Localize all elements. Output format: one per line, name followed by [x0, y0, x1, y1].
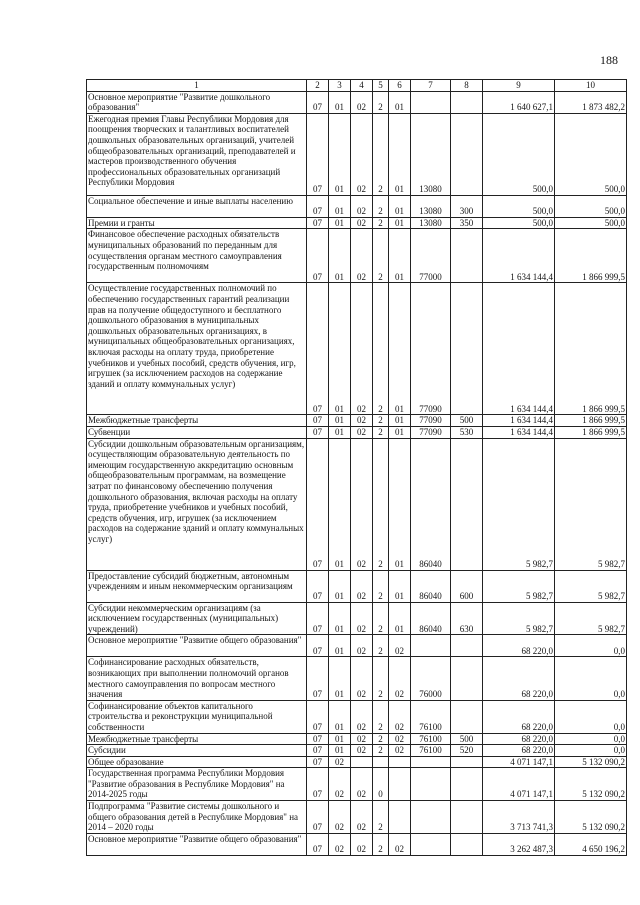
amount-year-2: 0,0 [555, 733, 627, 745]
code-razdel: 07 [307, 768, 329, 801]
table-row [87, 657, 627, 700]
code-event: 01 [389, 113, 411, 195]
code-razdel: 07 [307, 415, 329, 427]
code-podrazdel: 02 [329, 833, 351, 855]
code-razdel: 07 [307, 570, 329, 602]
code-direction [411, 768, 451, 801]
amount-year-2: 5 982,7 [555, 570, 627, 602]
code-subprogram: 2 [373, 91, 389, 113]
code-expense-type [451, 833, 483, 855]
row-name: Социальное обеспечение и иные выплаты населению [87, 195, 307, 217]
code-subprogram: 2 [373, 570, 389, 602]
code-subprogram: 2 [373, 426, 389, 438]
amount-year-1: 1 640 627,1 [483, 91, 555, 113]
code-subprogram: 2 [373, 283, 389, 415]
code-subprogram: 2 [373, 801, 389, 834]
code-direction: 77000 [411, 229, 451, 283]
row-name: Субсидии дошкольным образовательным организациям, осуществляющим образовательную деятельность по имеющим государственную аккредитацию основным общеобразовательным программам, на возмещение затрат по финансовому обеспечению получения дошкольного образования, включая расходы на оплату труда, приобретение учебников и учебных пособий, средств обучения, игр, игрушек (за исключением расходов на содержание зданий и оплату коммунальных услуг) [87, 438, 307, 570]
header-cell: 6 [389, 80, 411, 92]
code-subprogram: 2 [373, 833, 389, 855]
table-row [87, 745, 627, 757]
code-razdel: 07 [307, 635, 329, 657]
table-row [87, 768, 627, 801]
code-direction: 13080 [411, 113, 451, 195]
amount-year-2: 1 873 482,2 [555, 91, 627, 113]
row-name: Софинансирование объектов капитального строительства и реконструкции муниципальной собственности [87, 700, 307, 733]
row-name: Субсидии [87, 745, 307, 757]
table-row [87, 426, 627, 438]
amount-year-2: 1 866 999,5 [555, 229, 627, 283]
code-direction: 13080 [411, 217, 451, 229]
code-expense-type [451, 700, 483, 733]
code-expense-type: 500 [451, 415, 483, 427]
table-row [87, 113, 627, 195]
code-razdel: 07 [307, 426, 329, 438]
code-direction [411, 91, 451, 113]
code-event: 01 [389, 217, 411, 229]
amount-year-1: 68 220,0 [483, 733, 555, 745]
amount-year-1: 68 220,0 [483, 635, 555, 657]
code-expense-type: 630 [451, 602, 483, 635]
row-name: Подпрограмма "Развитие системы дошкольного и общего образования детей в Республике Мордовия" на 2014 – 2020 годы [87, 801, 307, 834]
row-name: Межбюджетные трансферты [87, 415, 307, 427]
row-name: Основное мероприятие "Развитие общего образования" [87, 635, 307, 657]
code-subprogram: 2 [373, 195, 389, 217]
row-name: Осуществление государственных полномочий по обеспечению государственных гарантий реализации прав на получение общедоступного и бесплатного дошкольного образования в муниципальных дошкольных образовательных организациях, в муниципальных общеобразовательных организациях, включая расходы на оплату труда, приобретение учебников и учебных пособий, средств обучения, игр, игрушек (за исключением расходов на содержание зданий и оплату коммунальных услуг) [87, 283, 307, 415]
amount-year-2: 4 650 196,2 [555, 833, 627, 855]
code-program: 02 [351, 768, 373, 801]
code-subprogram: 2 [373, 745, 389, 757]
header-cell: 8 [451, 80, 483, 92]
amount-year-2: 5 132 090,2 [555, 768, 627, 801]
code-event: 01 [389, 229, 411, 283]
header-cell: 9 [483, 80, 555, 92]
code-razdel: 07 [307, 229, 329, 283]
code-expense-type: 520 [451, 745, 483, 757]
code-podrazdel: 01 [329, 570, 351, 602]
code-program: 02 [351, 602, 373, 635]
code-podrazdel: 02 [329, 801, 351, 834]
amount-year-1: 500,0 [483, 217, 555, 229]
code-program: 02 [351, 113, 373, 195]
table-row [87, 229, 627, 283]
amount-year-1: 68 220,0 [483, 657, 555, 700]
code-direction [411, 756, 451, 768]
code-direction: 86040 [411, 438, 451, 570]
code-event: 02 [389, 745, 411, 757]
code-program: 02 [351, 283, 373, 415]
row-name: Софинансирование расходных обязательств, возникающих при выполнении полномочий органов местного самоуправления по вопросам местного значения [87, 657, 307, 700]
row-name: Основное мероприятие "Развитие дошкольного образования" [87, 91, 307, 113]
amount-year-1: 500,0 [483, 113, 555, 195]
amount-year-1: 4 071 147,1 [483, 768, 555, 801]
code-expense-type [451, 657, 483, 700]
row-name: Основное мероприятие "Развитие общего образования" [87, 833, 307, 855]
code-podrazdel: 01 [329, 700, 351, 733]
table-row [87, 91, 627, 113]
code-podrazdel: 01 [329, 602, 351, 635]
code-program: 02 [351, 570, 373, 602]
code-subprogram [373, 756, 389, 768]
row-name: Предоставление субсидий бюджетным, автономным учреждениям и иным некоммерческим организациям [87, 570, 307, 602]
code-podrazdel: 02 [329, 768, 351, 801]
code-direction: 86040 [411, 570, 451, 602]
amount-year-1: 1 634 144,4 [483, 426, 555, 438]
table-row [87, 283, 627, 415]
header-cell: 7 [411, 80, 451, 92]
code-razdel: 07 [307, 745, 329, 757]
amount-year-1: 1 634 144,4 [483, 415, 555, 427]
code-direction: 76100 [411, 733, 451, 745]
amount-year-1: 5 982,7 [483, 438, 555, 570]
code-podrazdel: 02 [329, 756, 351, 768]
code-razdel: 07 [307, 91, 329, 113]
table-row [87, 733, 627, 745]
code-direction: 86040 [411, 602, 451, 635]
code-podrazdel: 01 [329, 195, 351, 217]
code-razdel: 07 [307, 217, 329, 229]
table-row [87, 700, 627, 733]
amount-year-2: 5 982,7 [555, 602, 627, 635]
code-podrazdel: 01 [329, 426, 351, 438]
amount-year-1: 500,0 [483, 195, 555, 217]
code-expense-type [451, 801, 483, 834]
code-program: 02 [351, 91, 373, 113]
code-razdel: 07 [307, 700, 329, 733]
code-razdel: 07 [307, 438, 329, 570]
code-event: 01 [389, 283, 411, 415]
code-subprogram: 2 [373, 602, 389, 635]
budget-table [86, 79, 627, 856]
code-event: 02 [389, 635, 411, 657]
code-expense-type: 530 [451, 426, 483, 438]
code-event [389, 768, 411, 801]
amount-year-1: 3 262 487,3 [483, 833, 555, 855]
table-row [87, 217, 627, 229]
code-direction: 77090 [411, 283, 451, 415]
row-name: Общее образование [87, 756, 307, 768]
code-subprogram: 2 [373, 113, 389, 195]
code-expense-type [451, 438, 483, 570]
code-event: 01 [389, 602, 411, 635]
code-program: 02 [351, 745, 373, 757]
row-name: Межбюджетные трансферты [87, 733, 307, 745]
code-program: 02 [351, 833, 373, 855]
code-program: 02 [351, 438, 373, 570]
amount-year-1: 68 220,0 [483, 745, 555, 757]
table-row [87, 635, 627, 657]
code-expense-type [451, 113, 483, 195]
code-subprogram: 0 [373, 768, 389, 801]
row-name: Субсидии некоммерческим организациям (за исключением государственных (муниципальных) учреждений) [87, 602, 307, 635]
row-name: Премии и гранты [87, 217, 307, 229]
code-subprogram: 2 [373, 733, 389, 745]
amount-year-2: 1 866 999,5 [555, 426, 627, 438]
code-event [389, 801, 411, 834]
row-name: Субвенции [87, 426, 307, 438]
code-subprogram: 2 [373, 438, 389, 570]
amount-year-1: 1 634 144,4 [483, 229, 555, 283]
code-expense-type: 300 [451, 195, 483, 217]
row-name: Государственная программа Республики Мордовия "Развитие образования в Республике Мордовия" на 2014-2025 годы [87, 768, 307, 801]
code-event: 02 [389, 657, 411, 700]
header-cell: 10 [555, 80, 627, 92]
amount-year-1: 5 982,7 [483, 602, 555, 635]
table-row [87, 602, 627, 635]
table-row [87, 438, 627, 570]
code-direction [411, 635, 451, 657]
code-direction: 76000 [411, 657, 451, 700]
code-subprogram: 2 [373, 229, 389, 283]
code-razdel: 07 [307, 113, 329, 195]
code-direction: 77090 [411, 415, 451, 427]
code-razdel: 07 [307, 283, 329, 415]
code-event: 01 [389, 570, 411, 602]
code-event: 01 [389, 426, 411, 438]
amount-year-2: 500,0 [555, 217, 627, 229]
code-razdel: 07 [307, 657, 329, 700]
code-podrazdel: 01 [329, 283, 351, 415]
code-podrazdel: 01 [329, 635, 351, 657]
page-number: 188 [600, 53, 618, 67]
code-direction: 76100 [411, 700, 451, 733]
header-cell: 3 [329, 80, 351, 92]
amount-year-1: 5 982,7 [483, 570, 555, 602]
code-expense-type [451, 635, 483, 657]
code-event: 01 [389, 91, 411, 113]
code-direction: 13080 [411, 195, 451, 217]
code-program: 02 [351, 217, 373, 229]
code-podrazdel: 01 [329, 217, 351, 229]
table-row [87, 415, 627, 427]
code-podrazdel: 01 [329, 438, 351, 570]
amount-year-2: 0,0 [555, 745, 627, 757]
code-event: 02 [389, 833, 411, 855]
code-event [389, 756, 411, 768]
code-expense-type [451, 229, 483, 283]
code-razdel: 07 [307, 833, 329, 855]
code-podrazdel: 01 [329, 229, 351, 283]
header-cell: 1 [87, 80, 307, 92]
code-event: 02 [389, 700, 411, 733]
header-cell: 4 [351, 80, 373, 92]
code-program: 02 [351, 733, 373, 745]
code-program: 02 [351, 635, 373, 657]
code-program: 02 [351, 801, 373, 834]
row-name: Финансовое обеспечение расходных обязательств муниципальных образований по переданным для осуществления органам местного самоуправления государственным полномочиям [87, 229, 307, 283]
code-program: 02 [351, 426, 373, 438]
code-expense-type: 350 [451, 217, 483, 229]
code-expense-type [451, 283, 483, 415]
code-subprogram: 2 [373, 657, 389, 700]
code-expense-type [451, 91, 483, 113]
table-row [87, 756, 627, 768]
code-subprogram: 2 [373, 415, 389, 427]
code-podrazdel: 01 [329, 113, 351, 195]
code-direction: 77090 [411, 426, 451, 438]
code-razdel: 07 [307, 733, 329, 745]
code-expense-type [451, 756, 483, 768]
code-razdel: 07 [307, 602, 329, 635]
table-row [87, 833, 627, 855]
amount-year-2: 500,0 [555, 195, 627, 217]
amount-year-2: 1 866 999,5 [555, 283, 627, 415]
amount-year-2: 0,0 [555, 657, 627, 700]
code-podrazdel: 01 [329, 657, 351, 700]
table-row [87, 570, 627, 602]
code-podrazdel: 01 [329, 415, 351, 427]
code-event: 01 [389, 415, 411, 427]
code-direction [411, 801, 451, 834]
code-subprogram: 2 [373, 217, 389, 229]
code-event: 02 [389, 733, 411, 745]
code-event: 01 [389, 438, 411, 570]
amount-year-2: 5 132 090,2 [555, 801, 627, 834]
header-cell: 2 [307, 80, 329, 92]
table-row [87, 195, 627, 217]
amount-year-2: 1 866 999,5 [555, 415, 627, 427]
code-program: 02 [351, 700, 373, 733]
code-event: 01 [389, 195, 411, 217]
code-expense-type: 600 [451, 570, 483, 602]
code-podrazdel: 01 [329, 745, 351, 757]
code-razdel: 07 [307, 801, 329, 834]
code-expense-type: 500 [451, 733, 483, 745]
amount-year-2: 0,0 [555, 700, 627, 733]
header-cell: 5 [373, 80, 389, 92]
code-direction [411, 833, 451, 855]
code-program: 02 [351, 195, 373, 217]
amount-year-2: 500,0 [555, 113, 627, 195]
code-razdel: 07 [307, 756, 329, 768]
amount-year-2: 5 982,7 [555, 438, 627, 570]
table-row [87, 801, 627, 834]
code-subprogram: 2 [373, 700, 389, 733]
amount-year-1: 3 713 741,3 [483, 801, 555, 834]
amount-year-1: 1 634 144,4 [483, 283, 555, 415]
code-expense-type [451, 768, 483, 801]
amount-year-1: 68 220,0 [483, 700, 555, 733]
code-podrazdel: 01 [329, 733, 351, 745]
row-name: Ежегодная премия Главы Республики Мордовия для поощрения творческих и талантливых воспитателей дошкольных образовательных организаций, учителей общеобразовательных организаций, преподавателей и мастеров производственного обучения профессиональных образовательных организаций Республики Мордовия [87, 113, 307, 195]
code-program: 02 [351, 657, 373, 700]
code-program: 02 [351, 229, 373, 283]
amount-year-1: 4 071 147,1 [483, 756, 555, 768]
code-program [351, 756, 373, 768]
code-program: 02 [351, 415, 373, 427]
table-header-row [87, 80, 627, 92]
code-podrazdel: 01 [329, 91, 351, 113]
code-subprogram: 2 [373, 635, 389, 657]
amount-year-2: 0,0 [555, 635, 627, 657]
code-direction: 76100 [411, 745, 451, 757]
amount-year-2: 5 132 090,2 [555, 756, 627, 768]
code-razdel: 07 [307, 195, 329, 217]
